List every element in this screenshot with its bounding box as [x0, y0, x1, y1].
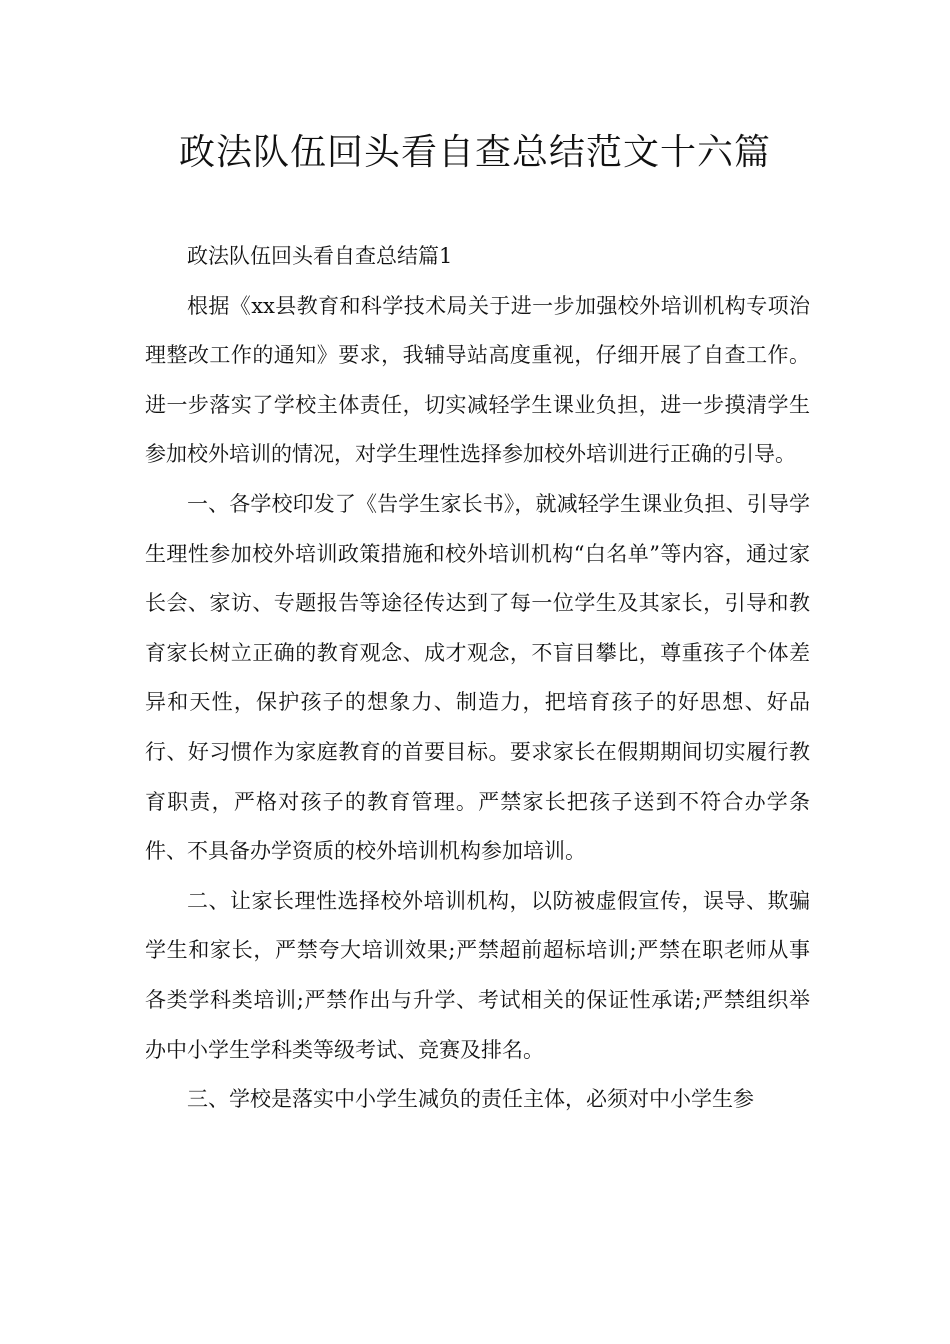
paragraph: 二、让家长理性选择校外培训机构，以防被虚假宣传，误导、欺骗学生和家长，严禁夸大培训效果;严禁超前超标培训;严禁在职老师从事各类学科类培训;严禁作出与升学、考试相关的保证性承诺;严禁组织举办中小学生学科类等级考试、竞赛及排名。 [145, 888, 810, 1062]
paragraph: 根据《xx县教育和科学技术局关于进一步加强校外培训机构专项治理整改工作的通知》要求，我辅导站高度重视，仔细开展了自查工作。进一步落实了学校主体责任，切实减轻学生课业负担，进一步摸清学生参加校外培训的情况，对学生理性选择参加校外培训进行正确的引导。 [145, 293, 810, 467]
paragraph-heading: 政法队伍回头看自查总结篇1 [187, 244, 453, 268]
paragraph: 三、学校是落实中小学生减负的责任主体，必须对中小学生参 [187, 1087, 754, 1112]
document-body [145, 232, 810, 1125]
paragraph: 一、各学校印发了《告学生家长书》，就减轻学生课业负担、引导学生理性参加校外培训政策措施和校外培训机构“白名单”等内容，通过家长会、家访、专题报告等途径传达到了每一位学生及其家长，引导和教育家长树立正确的教育观念、成才观念，不盲目攀比，尊重孩子个体差异和天性，保护孩子的想象力、制造力，把培育孩子的好思想、好品行、好习惯作为家庭教育的首要目标。要求家长在假期期间切实履行教育职责，严格对孩子的教育管理。严禁家长把孩子送到不符合办学条件、不具备办学资质的校外培训机构参加培训。 [145, 491, 810, 864]
document-title: 政法队伍回头看自查总结范文十六篇 [178, 132, 771, 173]
